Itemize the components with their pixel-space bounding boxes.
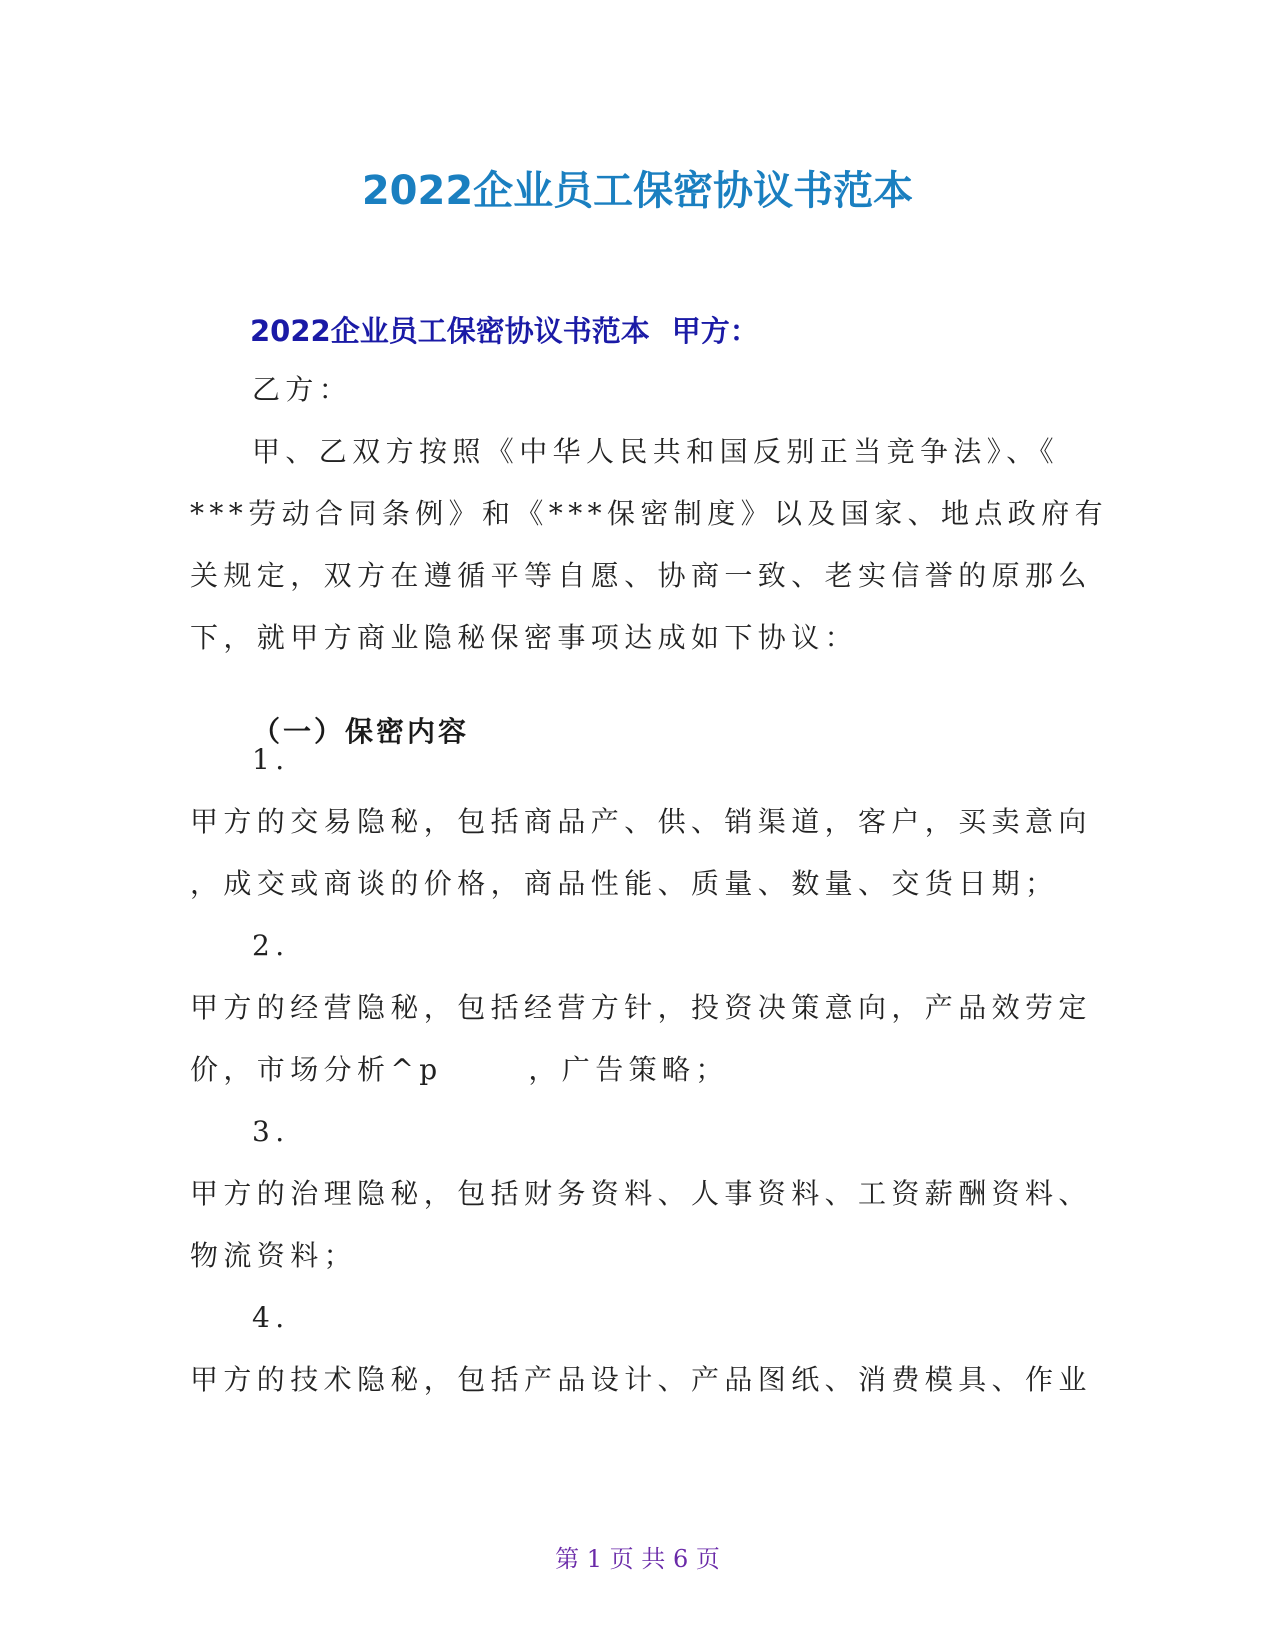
item-1-line-2: ，成交或商谈的价格，商品性能、质量、数量、交货日期； (190, 867, 1059, 900)
item-1-number: 1. (252, 743, 290, 776)
document-title: 2022企业员工保密协议书范本 (361, 168, 914, 214)
item-1-line-1: 甲方的交易隐秘，包括商品产、供、销渠道，客户，买卖意向 (190, 805, 1092, 838)
document-subtitle (250, 310, 759, 352)
item-2-line-2: 价，市场分析^p ，广告策略； (190, 1053, 729, 1086)
section-heading: （一）保密内容 (252, 715, 470, 748)
intro-line-3: 关规定，双方在遵循平等自愿、协商一致、老实信誉的原那么 (190, 559, 1092, 592)
intro-line-1: 甲、乙双方按照《中华人民共和国反别正当竞争法》、《 (252, 435, 1060, 468)
item-3-number: 3. (252, 1115, 290, 1148)
item-4-line-1: 甲方的技术隐秘，包括产品设计、产品图纸、消费模具、作业 (190, 1363, 1092, 1396)
item-4-number: 4. (252, 1301, 290, 1334)
item-3-line-2: 物流资料； (190, 1239, 358, 1272)
item-2-number: 2. (252, 929, 290, 962)
intro-line-2: ***劳动合同条例》和《***保密制度》以及国家、地点政府有 (190, 497, 1109, 530)
party-a-label: 甲方： (671, 314, 759, 348)
party-b-label: 乙方： (252, 373, 353, 406)
item-2-line-1: 甲方的经营隐秘，包括经营方针，投资决策意向，产品效劳定 (190, 991, 1092, 1024)
subtitle-text: 2022企业员工保密协议书范本 (250, 314, 650, 348)
item-3-line-1: 甲方的治理隐秘，包括财务资料、人事资料、工资薪酬资料、 (190, 1177, 1092, 1210)
intro-line-4: 下，就甲方商业隐秘保密事项达成如下协议： (190, 621, 859, 654)
page-number-footer: 第 1 页 共 6 页 (555, 1545, 720, 1573)
